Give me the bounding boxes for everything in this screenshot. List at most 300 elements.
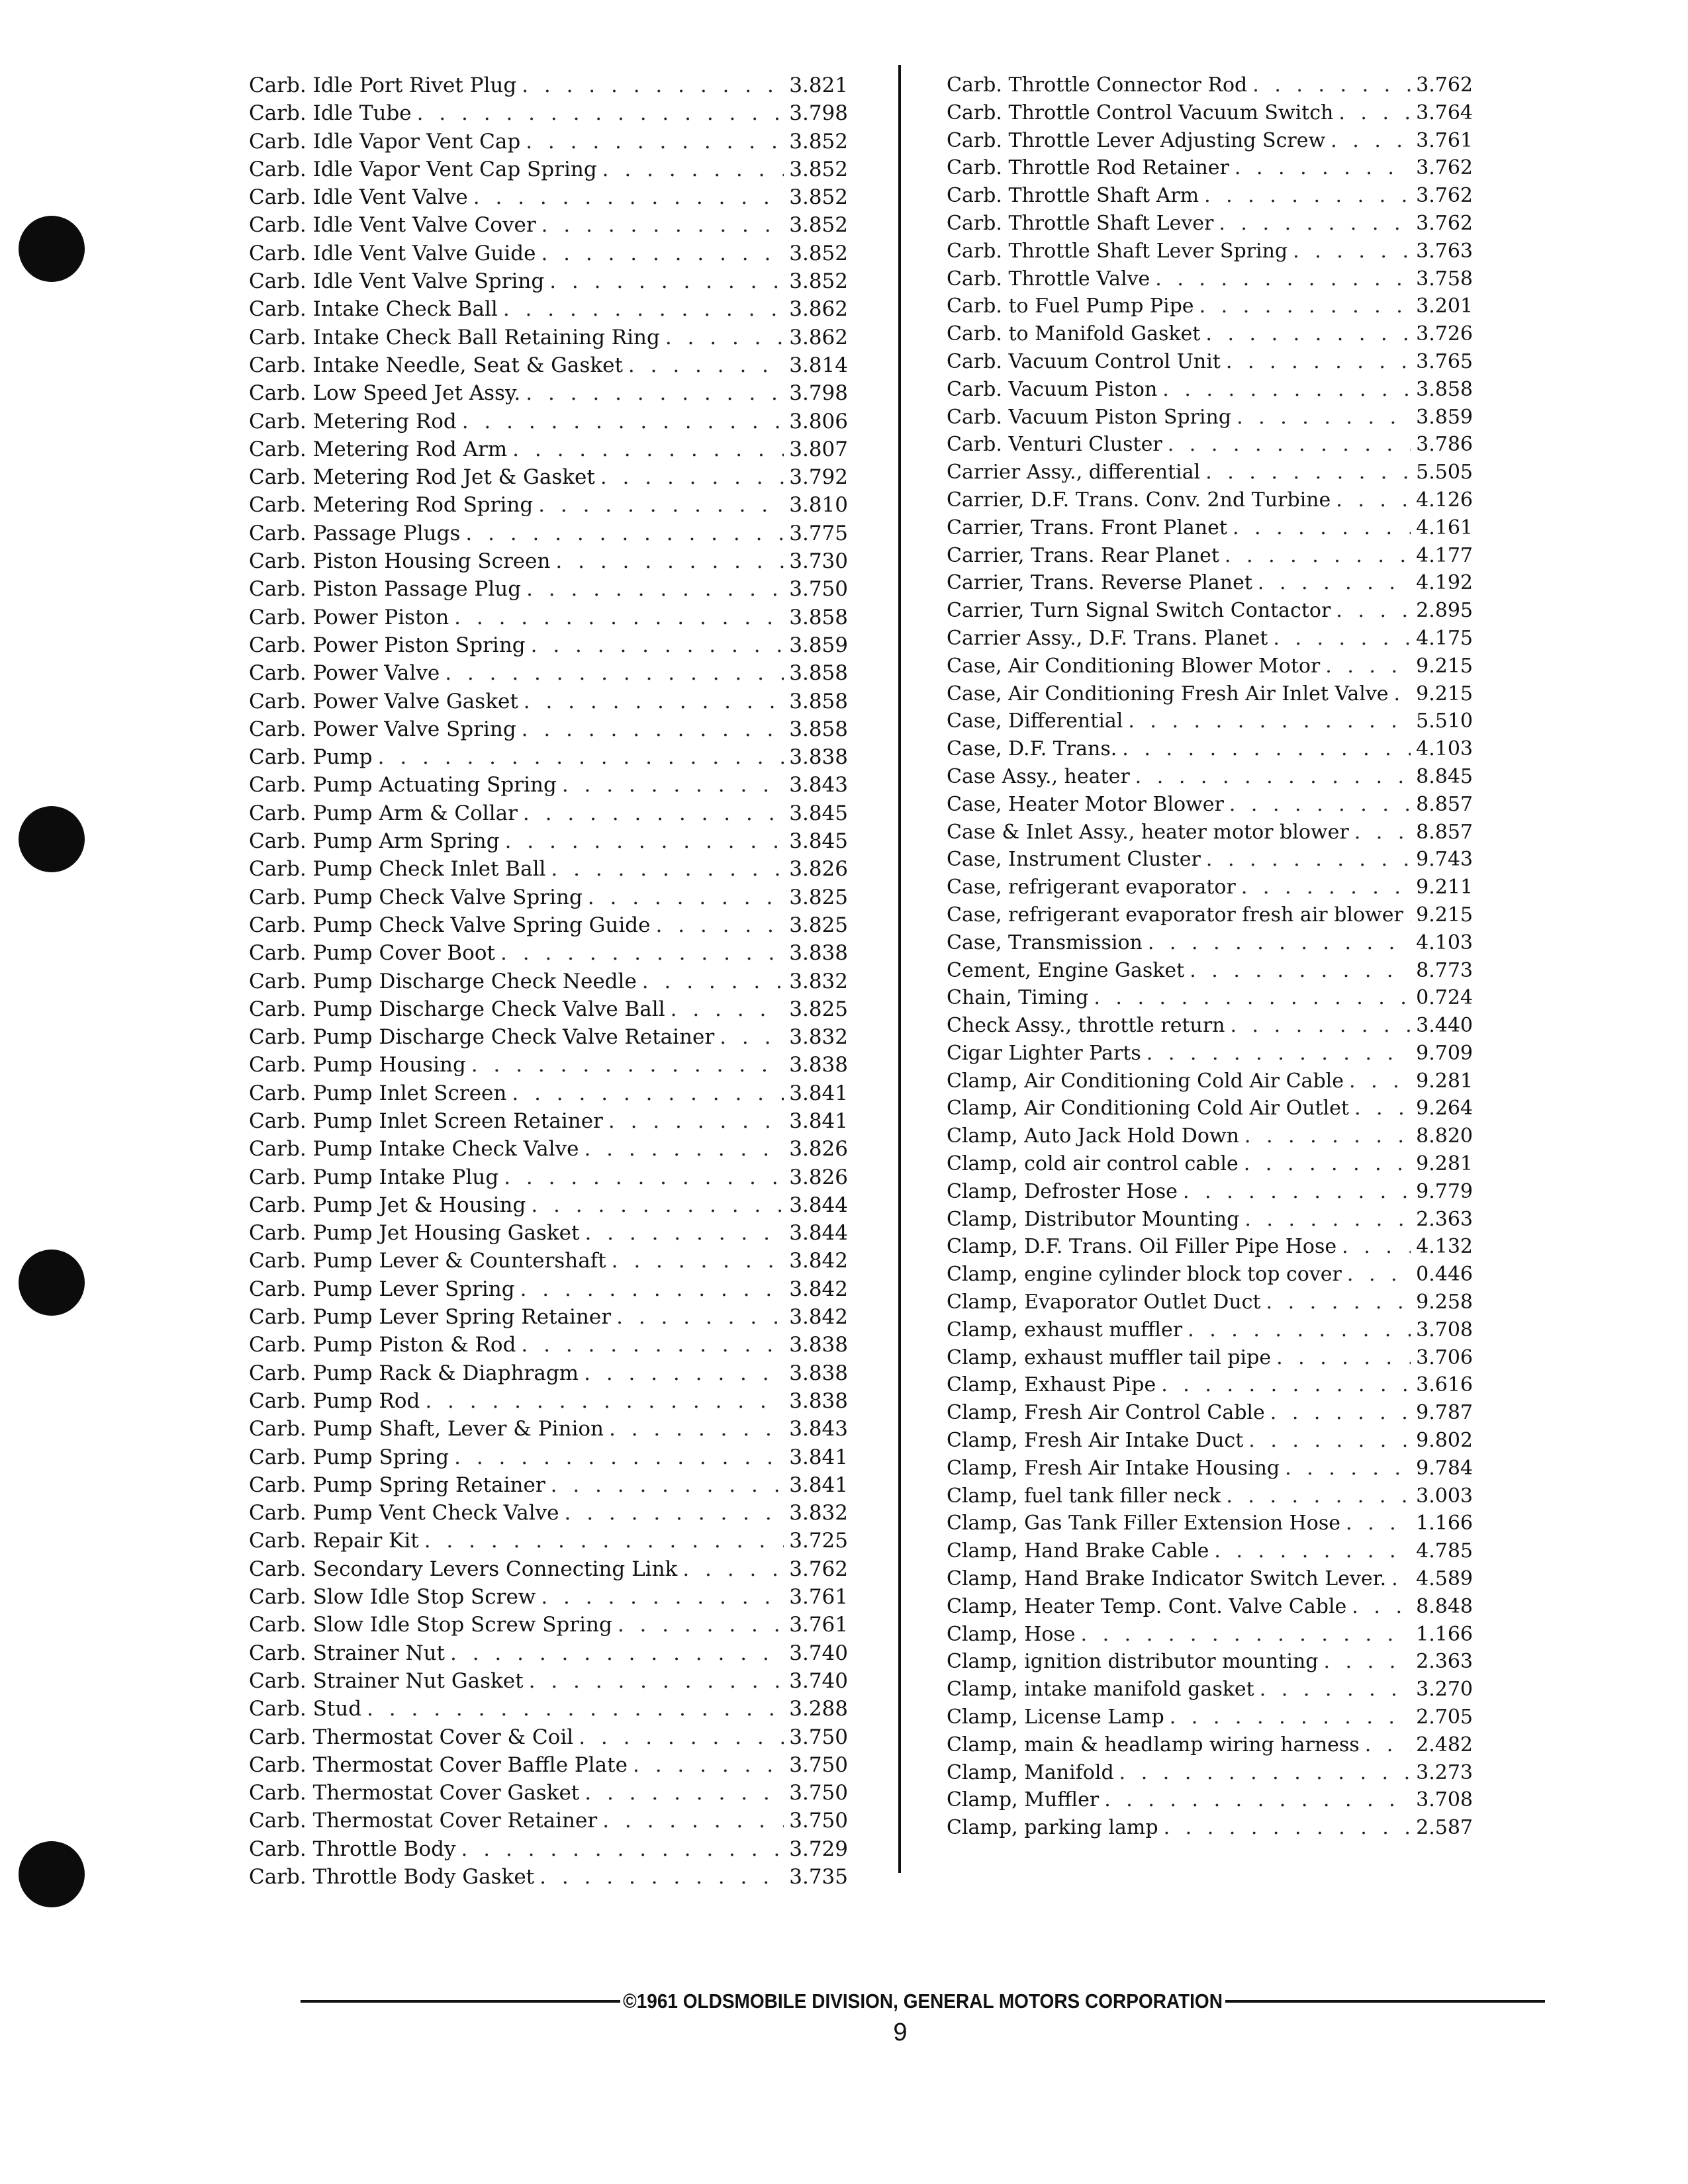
index-entry [249,884,848,911]
index-entry [947,514,1473,542]
index-entry [947,1316,1473,1344]
entry-number: 3.762 [1416,156,1473,180]
index-entry [947,404,1473,432]
entry-name: Carb. Pump Shaft, Lever & Pinion [249,1417,604,1441]
dot-leader [1244,1122,1411,1150]
entry-name: Carb. Repair Kit [249,1529,419,1553]
entry-number: 3.852 [789,241,848,265]
entry-name: Carb. Slow Idle Stop Screw Spring [249,1613,612,1637]
index-entry [947,1621,1473,1649]
index-entry [249,128,848,156]
entry-name: Clamp, D.F. Trans. Oil Filler Pipe Hose [947,1235,1337,1259]
dot-leader [655,911,784,939]
index-entry [249,1135,848,1163]
dot-leader [367,1695,784,1723]
index-entry [249,1023,848,1051]
dot-leader [1122,735,1411,763]
entry-number: 3.798 [789,381,848,406]
entry-number: 8.820 [1416,1124,1473,1148]
index-entry [249,1779,848,1807]
entry-name: Carb. Metering Rod Jet & Gasket [249,465,595,490]
dot-leader [665,324,784,351]
index-entry [249,1359,848,1387]
dot-leader [1205,320,1411,348]
index-entry [249,1583,848,1611]
entry-name: Carb. to Manifold Gasket [947,322,1201,346]
entry-number: 3.775 [789,521,848,545]
index-entry [249,604,848,631]
binder-hole-4 [19,1841,85,1907]
entry-number: 3.761 [1416,128,1473,152]
entry-number: 9.281 [1416,1152,1473,1176]
entry-name: Carb. Pump Discharge Check Needle [249,969,637,993]
entry-number: 3.758 [1416,267,1473,291]
entry-number: 9.779 [1416,1179,1473,1203]
entry-name: Carb. Throttle Connector Rod [947,73,1248,97]
entry-name: Case, Air Conditioning Blower Motor [947,654,1321,678]
dot-leader [1135,763,1411,791]
index-entry [947,1233,1473,1261]
index-entry [947,1759,1473,1787]
entry-name: Carrier, D.F. Trans. Conv. 2nd Turbine [947,488,1331,512]
entry-number: 3.786 [1416,433,1473,457]
index-entry [249,827,848,855]
index-entry [249,968,848,995]
entry-name: Case, Air Conditioning Fresh Air Inlet Valve [947,682,1389,705]
dot-leader [504,1163,784,1191]
index-entry [947,819,1473,846]
entry-name: Carb. Pump Piston & Rod [249,1333,516,1357]
dot-leader [1273,625,1411,653]
index-entry [249,295,848,323]
dot-leader [1331,127,1411,155]
dot-leader [1336,597,1411,625]
entry-name: Carb. Pump Discharge Check Valve Retainer [249,1025,715,1050]
entry-name: Case, refrigerant evaporator [947,876,1236,899]
index-entry [249,211,848,239]
entry-name: Clamp, Air Conditioning Cold Air Cable [947,1069,1344,1093]
entry-name: Carb. Idle Vent Valve Cover [249,213,536,238]
entry-name: Clamp, Fresh Air Control Cable [947,1401,1265,1425]
entry-name: Clamp, parking lamp [947,1816,1158,1840]
index-entry [947,901,1473,929]
index-entry [947,1150,1473,1178]
entry-name: Carb. Pump Vent Check Valve [249,1501,559,1525]
index-entry [947,1704,1473,1731]
entry-number: 3.826 [789,1165,848,1189]
entry-number: 3.706 [1416,1345,1473,1369]
index-entry [249,1191,848,1219]
entry-name: Carb. Idle Vapor Vent Cap [249,129,521,154]
index-column-left [249,71,848,1891]
entry-name: Carb. Throttle Control Vacuum Switch [947,101,1334,124]
dot-leader [1204,182,1411,210]
index-entry [249,1723,848,1751]
dot-leader [1164,1814,1411,1842]
dot-leader [471,1051,784,1079]
dot-leader [1219,210,1411,238]
dot-leader [1258,569,1411,597]
entry-number: 4.103 [1416,737,1473,761]
entry-name: Clamp, intake manifold gasket [947,1678,1254,1702]
entry-number: 5.510 [1416,709,1473,733]
entry-name: Carb. Pump Check Valve Spring Guide [249,913,651,937]
entry-name: Carb. Pump Housing [249,1053,466,1077]
column-divider [898,65,901,1873]
index-entry [947,1399,1473,1427]
dot-leader [424,1527,784,1555]
entry-number: 9.258 [1416,1291,1473,1314]
entry-number: 0.724 [1416,986,1473,1010]
entry-number: 8.848 [1416,1594,1473,1618]
dot-leader [526,575,784,603]
index-entry [947,597,1473,625]
entry-name: Carb. Low Speed Jet Assy. [249,381,521,406]
dot-leader [1128,707,1411,735]
index-entry [249,1163,848,1191]
entry-number: 3.708 [1416,1788,1473,1812]
entry-number: 3.838 [789,745,848,770]
index-entry [947,1122,1473,1150]
entry-name: Case, Instrument Cluster [947,848,1201,872]
dot-leader [1094,984,1411,1012]
dot-leader [417,99,784,127]
dot-leader [1237,404,1411,432]
entry-name: Check Assy., throttle return [947,1014,1225,1038]
dot-leader [1270,1399,1411,1427]
entry-name: Carb. Idle Vent Valve [249,185,468,210]
entry-number: 3.616 [1416,1373,1473,1397]
entry-name: Clamp, main & headlamp wiring harness [947,1733,1360,1756]
entry-name: Carb. Throttle Rod Retainer [947,156,1229,180]
dot-leader [1168,431,1411,459]
entry-number: 3.838 [789,941,848,966]
index-entry [947,1593,1473,1621]
entry-name: Carb. Pump Arm & Collar [249,801,518,825]
dot-leader [1354,819,1411,846]
entry-number: 3.762 [1416,184,1473,208]
entry-number: 3.729 [789,1837,848,1861]
dot-leader [1391,1565,1411,1593]
footer-rule-left [301,2000,620,2003]
entry-name: Carb. Piston Passage Plug [249,577,522,602]
index-entry [249,995,848,1023]
dot-leader [1365,1731,1411,1759]
dot-leader [1354,1095,1411,1122]
dot-leader [549,267,784,295]
index-entry [947,1427,1473,1455]
entry-name: Carb. Idle Vapor Vent Cap Spring [249,157,597,181]
index-entry [249,1835,848,1863]
entry-name: Carrier, Trans. Front Planet [947,516,1227,539]
index-entry [249,575,848,603]
index-entry [947,1455,1473,1482]
entry-name: Carrier Assy., D.F. Trans. Planet [947,626,1268,650]
entry-number: 3.832 [789,1025,848,1050]
entry-name: Clamp, fuel tank filler neck [947,1484,1221,1508]
dot-leader [618,1611,784,1639]
entry-name: Carb. Throttle Body Gasket [249,1865,535,1889]
index-entry [947,1289,1473,1316]
entry-name: Carb. Pump Cover Boot [249,941,495,966]
entry-number: 4.192 [1416,571,1473,595]
dot-leader [454,1443,784,1471]
footer [301,1991,1545,2012]
index-entry [249,743,848,771]
entry-number: 4.103 [1416,931,1473,954]
entry-number: 3.761 [789,1613,848,1637]
entry-name: Carb. Secondary Levers Connecting Link [249,1557,678,1581]
index-entry [249,324,848,351]
entry-name: Carb. Pump Arm Spring [249,829,500,854]
dot-leader [564,1499,784,1527]
index-entry [249,435,848,463]
index-entry [249,520,848,547]
index-entry [249,379,848,407]
entry-name: Carb. Idle Tube [249,101,412,126]
entry-number: 9.787 [1416,1401,1473,1425]
entry-number: 2.705 [1416,1706,1473,1729]
dot-leader [1104,1786,1411,1814]
entry-number: 3.763 [1416,239,1473,263]
entry-number: 3.821 [789,73,848,97]
index-entry [249,1415,848,1443]
dot-leader [671,995,784,1023]
entry-name: Carb. Piston Housing Screen [249,549,551,574]
entry-name: Case Assy., heater [947,764,1130,788]
entry-name: Carb. Pump Actuating Spring [249,773,557,797]
entry-name: Clamp, Hand Brake Indicator Switch Lever. [947,1567,1387,1591]
entry-number: 3.852 [789,129,848,154]
dot-leader [562,771,784,799]
dot-leader [720,1023,784,1051]
index-entry [249,1695,848,1723]
dot-leader [1409,901,1411,929]
entry-name: Carrier, Turn Signal Switch Contactor [947,599,1331,623]
entry-name: Carb. Throttle Shaft Arm [947,184,1199,208]
dot-leader [588,884,784,911]
entry-name: Carrier, Trans. Reverse Planet [947,571,1252,595]
dot-leader [585,1779,784,1807]
entry-number: 3.750 [789,577,848,602]
entry-number: 3.765 [1416,349,1473,373]
entry-number: 3.726 [1416,322,1473,346]
entry-name: Clamp, Fresh Air Intake Duct [947,1429,1244,1453]
entry-number: 3.852 [789,157,848,181]
entry-name: Carb. Pump Spring [249,1445,449,1469]
entry-number: 3.201 [1416,295,1473,318]
entry-name: Carb. Power Valve Gasket [249,689,518,713]
entry-number: 3.841 [789,1445,848,1469]
entry-number: 4.589 [1416,1567,1473,1591]
entry-name: Case, Transmission [947,931,1143,954]
binder-hole-3 [19,1250,85,1316]
dot-leader [378,743,784,771]
dot-leader [1226,1482,1411,1510]
entry-name: Clamp, exhaust muffler [947,1318,1183,1342]
index-entry [249,688,848,715]
index-entry [947,459,1473,486]
dot-leader [1338,99,1411,127]
dot-leader [1119,1759,1411,1787]
dot-leader [1266,1289,1411,1316]
entry-name: Clamp, Heater Temp. Cont. Valve Cable [947,1594,1347,1618]
dot-leader [1260,1676,1411,1704]
entry-number: 1.166 [1416,1622,1473,1646]
index-entry [249,1219,848,1247]
index-entry [249,659,848,687]
entry-number: 8.857 [1416,820,1473,844]
entry-name: Clamp, Manifold [947,1760,1114,1784]
dot-leader [1241,874,1411,901]
entry-name: Carb. Power Valve [249,661,440,686]
entry-number: 9.215 [1416,654,1473,678]
dot-leader [1233,514,1411,542]
index-entry [947,874,1473,901]
entry-name: Carb. Pump Lever Spring Retainer [249,1305,612,1330]
dot-leader [425,1387,784,1415]
index-entry [947,431,1473,459]
index-entry [947,1344,1473,1372]
entry-number: 3.825 [789,997,848,1021]
entry-number: 3.814 [789,353,848,377]
entry-name: Case, refrigerant evaporator fresh air blower [947,903,1403,927]
entry-number: 2.895 [1416,599,1473,623]
dot-leader [1214,1537,1411,1565]
entry-number: 9.264 [1416,1097,1473,1120]
index-entry [947,99,1473,127]
entry-number: 3.762 [789,1557,848,1581]
entry-number: 3.862 [789,297,848,322]
dot-leader [531,1191,784,1219]
entry-number: 3.842 [789,1277,848,1301]
entry-number: 3.725 [789,1529,848,1553]
dot-leader [1336,486,1411,514]
index-entry [947,154,1473,182]
entry-number: 3.845 [789,801,848,825]
dot-leader [1162,376,1411,404]
index-entry [249,1107,848,1135]
dot-leader [462,408,784,435]
dot-leader [541,240,784,267]
dot-leader [1183,1178,1411,1206]
entry-number: 3.440 [1416,1014,1473,1038]
index-entry [249,547,848,575]
dot-leader [1244,1150,1411,1178]
index-entry [947,182,1473,210]
entry-name: Carb. Pump Lever Spring [249,1277,515,1301]
entry-name: Carb. Metering Rod Spring [249,493,534,518]
entry-name: Carb. Thermostat Cover Gasket [249,1781,580,1805]
entry-name: Carb. Pump Lever & Countershaft [249,1249,606,1273]
index-entry [947,846,1473,874]
entry-number: 3.844 [789,1221,848,1246]
entry-name: Clamp, Auto Jack Hold Down [947,1124,1239,1148]
index-entry [249,408,848,435]
entry-number: 3.862 [789,325,848,349]
entry-number: 4.175 [1416,626,1473,650]
index-entry [249,1247,848,1275]
entry-number: 9.802 [1416,1429,1473,1453]
entry-number: 3.843 [789,773,848,797]
entry-number: 3.735 [789,1865,848,1889]
index-entry [947,542,1473,570]
entry-number: 3.750 [789,1725,848,1749]
dot-leader [1276,1344,1411,1372]
dot-leader [682,1555,784,1583]
index-entry [947,791,1473,819]
dot-leader [608,1107,784,1135]
dot-leader [523,799,784,827]
entry-number: 8.845 [1416,764,1473,788]
dot-leader [551,855,784,883]
entry-number: 3.858 [789,661,848,686]
dot-leader [1190,957,1411,985]
index-entry [249,183,848,211]
dot-leader [584,1359,784,1387]
entry-number: 4.132 [1416,1235,1473,1259]
dot-leader [1244,1206,1411,1234]
entry-number: 9.743 [1416,848,1473,872]
entry-name: Carb. Intake Check Ball [249,297,498,322]
entry-number: 3.843 [789,1417,848,1441]
entry-name: Case, Heater Motor Blower [947,792,1224,816]
index-entry [249,1863,848,1891]
entry-name: Carb. Pump Jet Housing Gasket [249,1221,580,1246]
index-entry [249,71,848,99]
entry-name: Carb. Pump Inlet Screen Retainer [249,1109,603,1133]
entry-number: 9.281 [1416,1069,1473,1093]
entry-number: 3.826 [789,857,848,882]
index-entry [249,351,848,379]
index-entry [947,763,1473,791]
entry-number: 3.807 [789,437,848,461]
index-entry [947,1012,1473,1040]
entry-number: 3.858 [1416,377,1473,401]
entry-number: 3.762 [1416,211,1473,235]
dot-leader [1226,348,1411,376]
entry-number: 3.841 [789,1473,848,1497]
entry-name: Carb. Throttle Shaft Lever [947,211,1214,235]
entry-number: 3.852 [789,185,848,210]
entry-number: 2.363 [1416,1650,1473,1674]
entry-name: Carb. Pump Jet & Housing [249,1193,526,1217]
entry-name: Clamp, Defroster Hose [947,1179,1178,1203]
index-entry [947,1786,1473,1814]
index-entry [249,1751,848,1779]
index-entry [947,320,1473,348]
entry-name: Carb. Pump Intake Check Valve [249,1137,579,1161]
entry-name: Cement, Engine Gasket [947,958,1185,982]
entry-number: 3.858 [789,689,848,713]
entry-name: Carb. Pump Inlet Screen [249,1081,507,1105]
entry-name: Carb. Throttle Lever Adjusting Screw [947,128,1326,152]
dot-leader [445,659,784,687]
entry-number: 9.211 [1416,876,1473,899]
index-entry [249,267,848,295]
entry-name: Clamp, Hand Brake Cable [947,1539,1209,1563]
index-entry [249,1275,848,1303]
entry-number: 3.762 [1416,73,1473,97]
entry-number: 3.845 [789,829,848,854]
entry-name: Carb. Intake Check Ball Retaining Ring [249,325,660,349]
dot-leader [526,128,784,156]
dot-leader [526,379,784,407]
entry-name: Carb. Pump Intake Plug [249,1165,499,1189]
dot-leader [1229,791,1411,819]
entry-name: Clamp, Fresh Air Intake Housing [947,1456,1280,1480]
entry-number: 3.842 [789,1305,848,1330]
